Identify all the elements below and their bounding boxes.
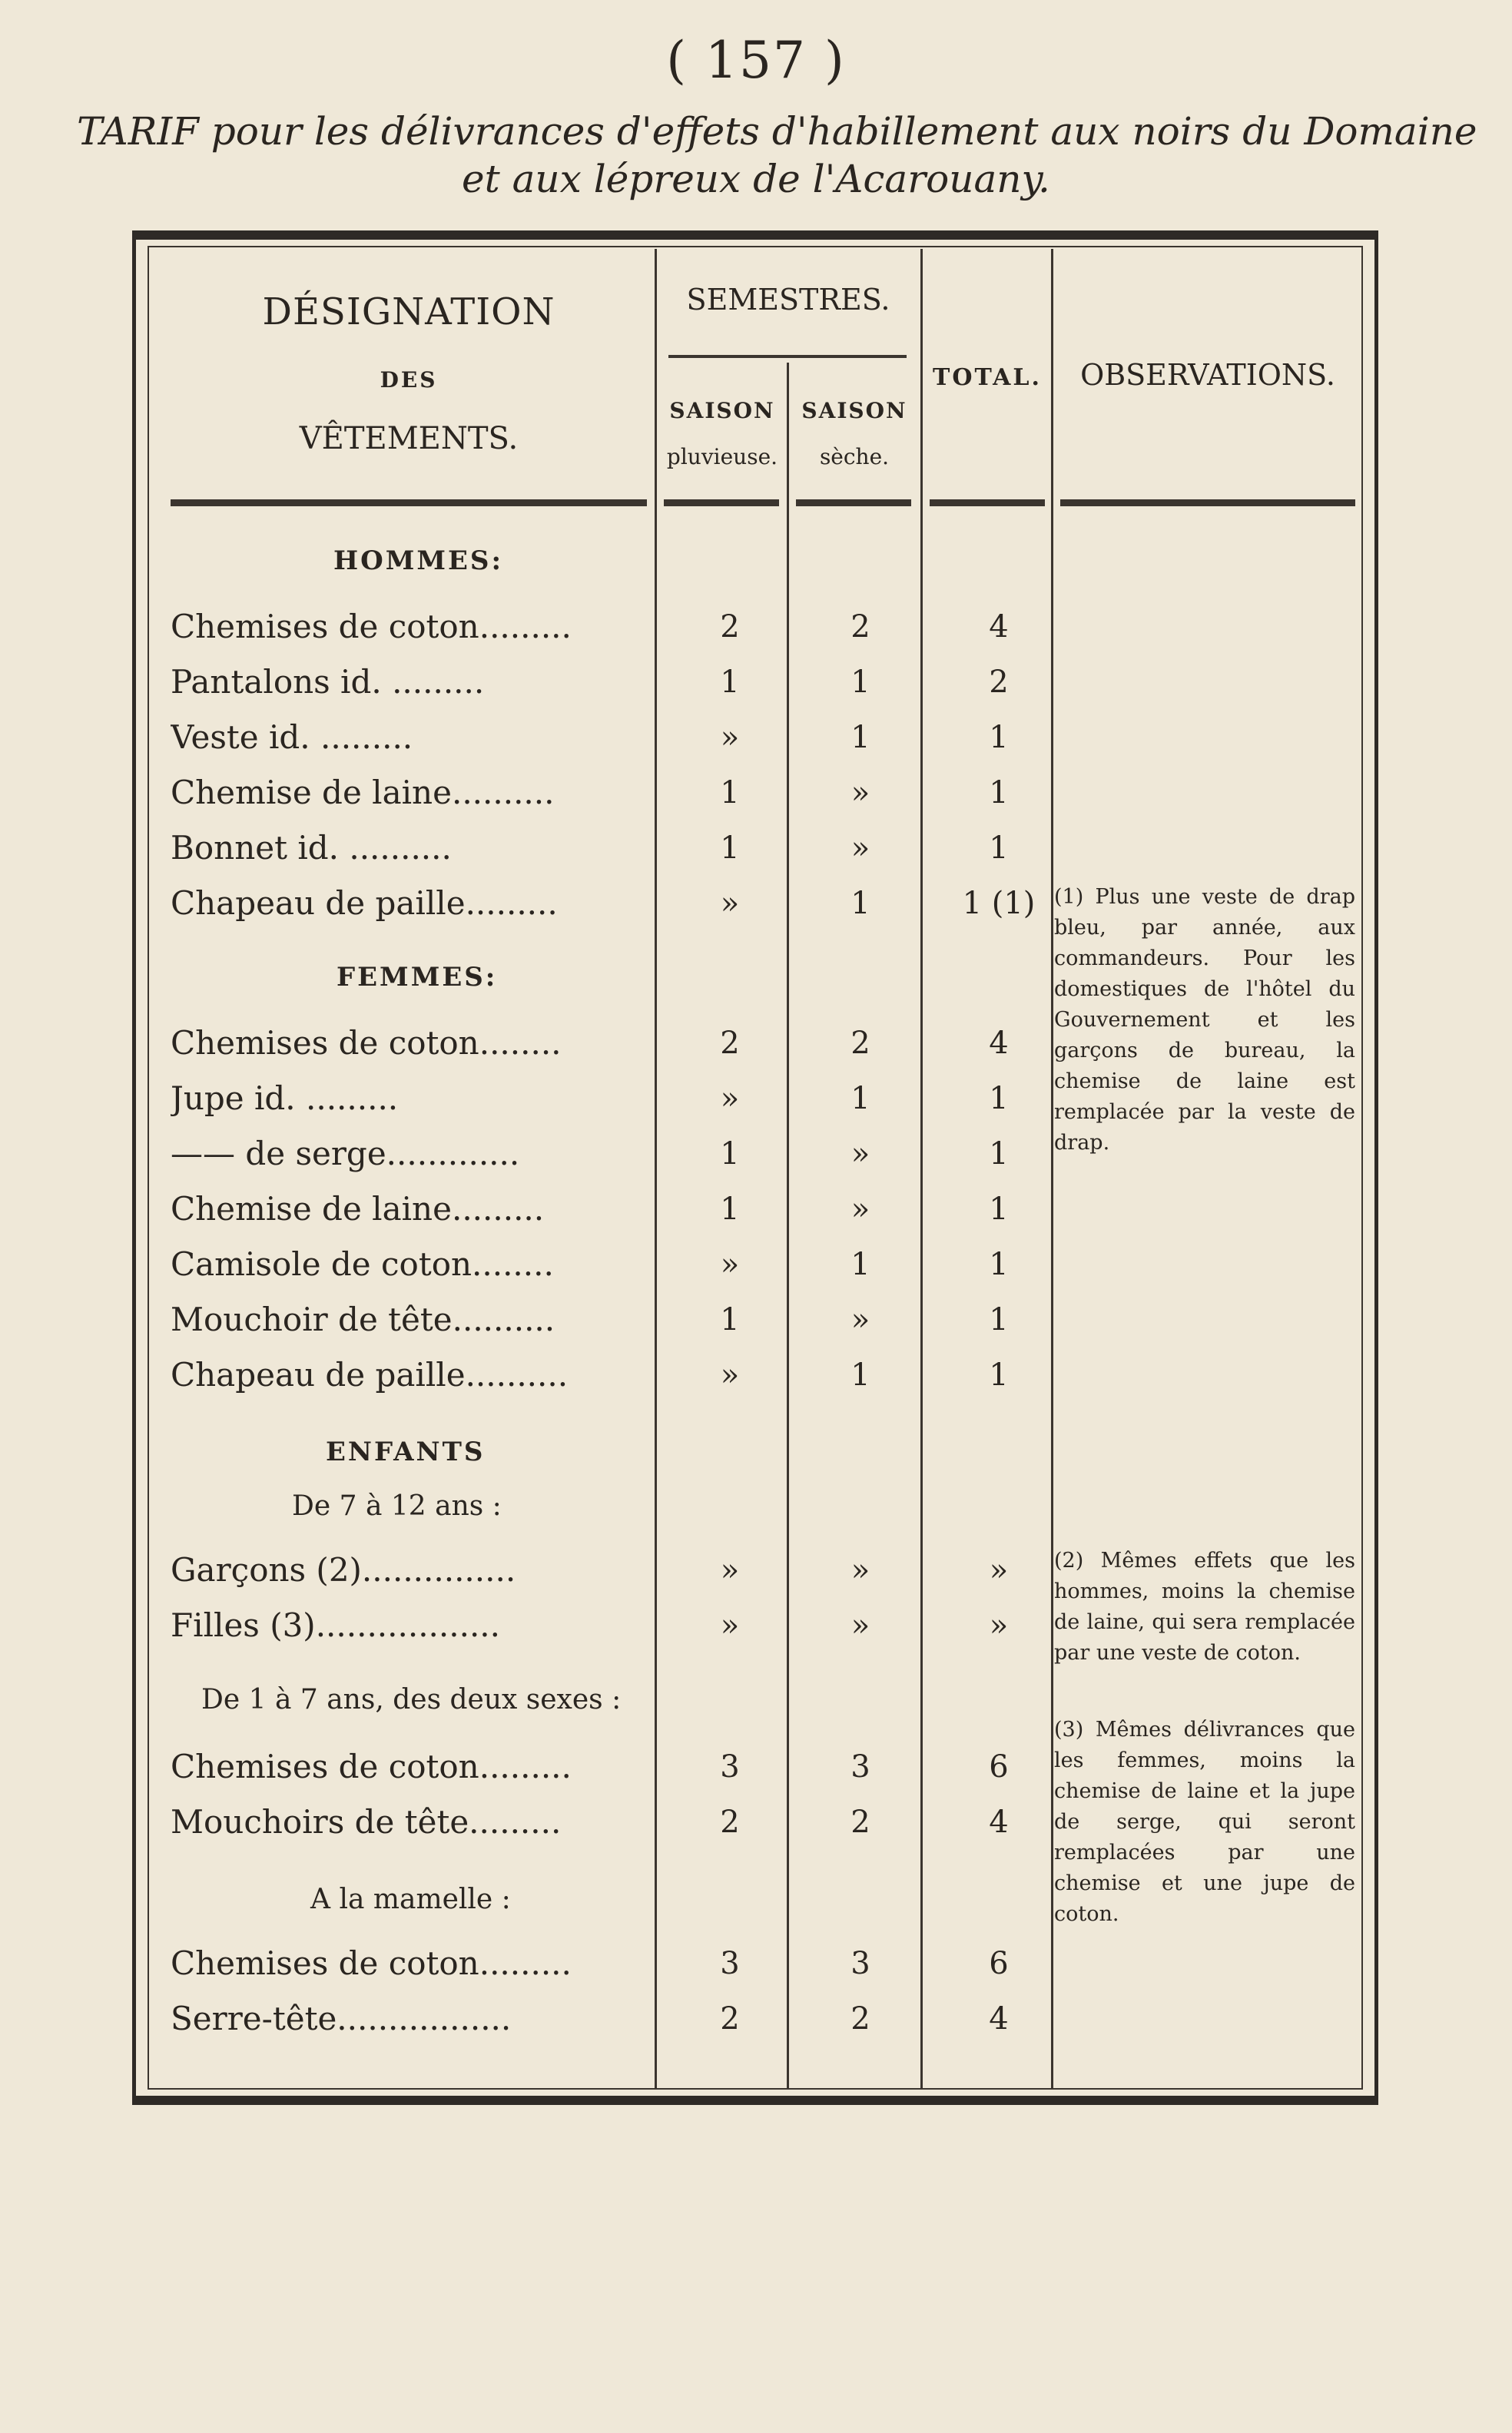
value-pluvieuse: » xyxy=(720,886,740,921)
value-seche: 1 xyxy=(850,1357,870,1393)
value-seche: 1 xyxy=(850,1247,870,1282)
item-label: Jupe id. ......... xyxy=(171,1079,399,1117)
value-pluvieuse: 2 xyxy=(720,609,740,645)
value-pluvieuse: » xyxy=(720,1553,740,1588)
value-pluvieuse: 1 xyxy=(720,1192,740,1227)
header-semestres: SEMESTRES. xyxy=(686,283,890,317)
value-seche: 2 xyxy=(850,1805,870,1840)
value-total: 1 xyxy=(989,1247,1009,1282)
value-seche: » xyxy=(850,830,870,866)
column-divider-designation xyxy=(655,249,657,2089)
value-total: 2 xyxy=(989,665,1009,700)
value-seche: 1 xyxy=(850,720,870,755)
item-label: Chapeau de paille......... xyxy=(171,884,558,922)
title-line-2: et aux lépreux de l'Acarouany. xyxy=(462,157,1050,201)
header-rule-season-2 xyxy=(796,499,911,506)
item-label: Pantalons id. ......... xyxy=(171,663,485,701)
value-total: 1 xyxy=(989,775,1009,810)
value-pluvieuse: 3 xyxy=(720,1946,740,1981)
value-total: 1 (1) xyxy=(962,886,1036,921)
header-vetements: VÊTEMENTS. xyxy=(299,421,519,456)
note-1: (1) Plus une veste de drap bleu, par année, aux commandeurs. Pour les domestiques de l'hôtel du Gouvernement et les garçons de bureau, la chemise de laine est remplacée par la veste de drap. xyxy=(1054,885,1355,1155)
value-total: 1 xyxy=(989,1192,1009,1227)
subsection-7-12: De 7 à 12 ans : xyxy=(292,1490,502,1522)
value-total: 1 xyxy=(989,720,1009,755)
item-label: Camisole de coton........ xyxy=(171,1245,554,1283)
item-label: —— de serge............. xyxy=(171,1135,520,1172)
value-total: 4 xyxy=(989,1026,1009,1061)
item-label: Chemises de coton......... xyxy=(171,1944,572,1982)
value-pluvieuse: » xyxy=(720,720,740,755)
value-total: 6 xyxy=(989,1946,1009,1981)
header-observations: OBSERVATIONS. xyxy=(1080,358,1335,392)
value-pluvieuse: 1 xyxy=(720,830,740,866)
header-des: DES xyxy=(380,367,438,393)
value-seche: 1 xyxy=(850,886,870,921)
value-seche: » xyxy=(850,1302,870,1337)
value-total: 1 xyxy=(989,1357,1009,1393)
value-pluvieuse: 2 xyxy=(720,2001,740,2037)
value-seche: 1 xyxy=(850,1081,870,1116)
item-label: Bonnet id. .......... xyxy=(171,829,452,867)
value-seche: 3 xyxy=(850,1749,870,1785)
value-pluvieuse: » xyxy=(720,1081,740,1116)
item-label: Chemise de laine......... xyxy=(171,1190,545,1228)
item-label: Garçons (2)............... xyxy=(171,1551,516,1589)
value-seche: 3 xyxy=(850,1946,870,1981)
item-label: Veste id. ......... xyxy=(171,718,413,756)
semestres-rule xyxy=(668,355,907,358)
item-label: Serre-tête................. xyxy=(171,2000,512,2037)
value-pluvieuse: 1 xyxy=(720,775,740,810)
header-seche: sèche. xyxy=(819,444,890,469)
value-seche: 2 xyxy=(850,2001,870,2037)
section-hommes: HOMMES: xyxy=(333,545,504,576)
column-divider-total xyxy=(1051,249,1053,2089)
value-total: 1 xyxy=(989,830,1009,866)
header-designation: DÉSIGNATION xyxy=(262,290,555,333)
header-rule-total xyxy=(930,499,1045,506)
note-3: (3) Mêmes délivrances que les femmes, moins la chemise de laine et la jupe de serge, qui seront remplacées par une chemise et une jupe de coton. xyxy=(1054,1718,1355,1926)
header-pluvieuse: pluvieuse. xyxy=(666,444,778,469)
value-total: 4 xyxy=(989,609,1009,645)
value-total: 4 xyxy=(989,1805,1009,1840)
item-label: Chemises de coton......... xyxy=(171,1748,572,1785)
page-number: ( 157 ) xyxy=(666,31,846,90)
value-seche: » xyxy=(850,1553,870,1588)
header-rule-season-1 xyxy=(664,499,779,506)
value-pluvieuse: 1 xyxy=(720,1302,740,1337)
value-pluvieuse: 3 xyxy=(720,1749,740,1785)
value-pluvieuse: 1 xyxy=(720,1136,740,1172)
item-label: Chemise de laine.......... xyxy=(171,774,555,811)
subsection-1-7: De 1 à 7 ans, des deux sexes : xyxy=(201,1684,622,1715)
value-seche: 2 xyxy=(850,609,870,645)
value-seche: » xyxy=(850,1136,870,1172)
header-total: TOTAL. xyxy=(933,364,1042,391)
value-total: 6 xyxy=(989,1749,1009,1785)
header-rule-designation xyxy=(171,499,647,506)
item-label: Chapeau de paille.......... xyxy=(171,1356,569,1394)
value-seche: » xyxy=(850,1608,870,1643)
subsection-mamelle: A la mamelle : xyxy=(310,1884,511,1915)
value-seche: 1 xyxy=(850,665,870,700)
header-rule-observations xyxy=(1060,499,1355,506)
value-total: 1 xyxy=(989,1136,1009,1172)
title-line-1: TARIF pour les délivrances d'effets d'habillement aux noirs du Domaine xyxy=(77,109,1477,154)
value-pluvieuse: 2 xyxy=(720,1026,740,1061)
header-saison-pluvieuse: SAISON xyxy=(669,398,775,423)
column-divider-semestres xyxy=(920,249,923,2089)
value-seche: 2 xyxy=(850,1026,870,1061)
value-seche: » xyxy=(850,1192,870,1227)
item-label: Mouchoirs de tête......... xyxy=(171,1803,562,1841)
item-label: Chemises de coton......... xyxy=(171,608,572,645)
value-pluvieuse: » xyxy=(720,1608,740,1643)
value-pluvieuse: 1 xyxy=(720,665,740,700)
value-total: » xyxy=(989,1608,1009,1643)
note-2: (2) Mêmes effets que les hommes, moins la chemise de laine, qui sera remplacée par une veste de coton. xyxy=(1054,1549,1355,1665)
value-total: » xyxy=(989,1553,1009,1588)
value-total: 1 xyxy=(989,1302,1009,1337)
column-divider-seasons xyxy=(787,363,789,2089)
value-pluvieuse: 2 xyxy=(720,1805,740,1840)
value-seche: » xyxy=(850,775,870,810)
item-label: Filles (3).................. xyxy=(171,1606,501,1644)
value-pluvieuse: » xyxy=(720,1247,740,1282)
value-total: 4 xyxy=(989,2001,1009,2037)
value-total: 1 xyxy=(989,1081,1009,1116)
section-enfants: ENFANTS xyxy=(326,1437,486,1467)
section-femmes: FEMMES: xyxy=(337,962,498,993)
page-title xyxy=(77,108,1477,203)
header-saison-seche: SAISON xyxy=(801,398,907,423)
value-pluvieuse: » xyxy=(720,1357,740,1393)
item-label: Mouchoir de tête.......... xyxy=(171,1301,555,1338)
item-label: Chemises de coton........ xyxy=(171,1024,562,1062)
